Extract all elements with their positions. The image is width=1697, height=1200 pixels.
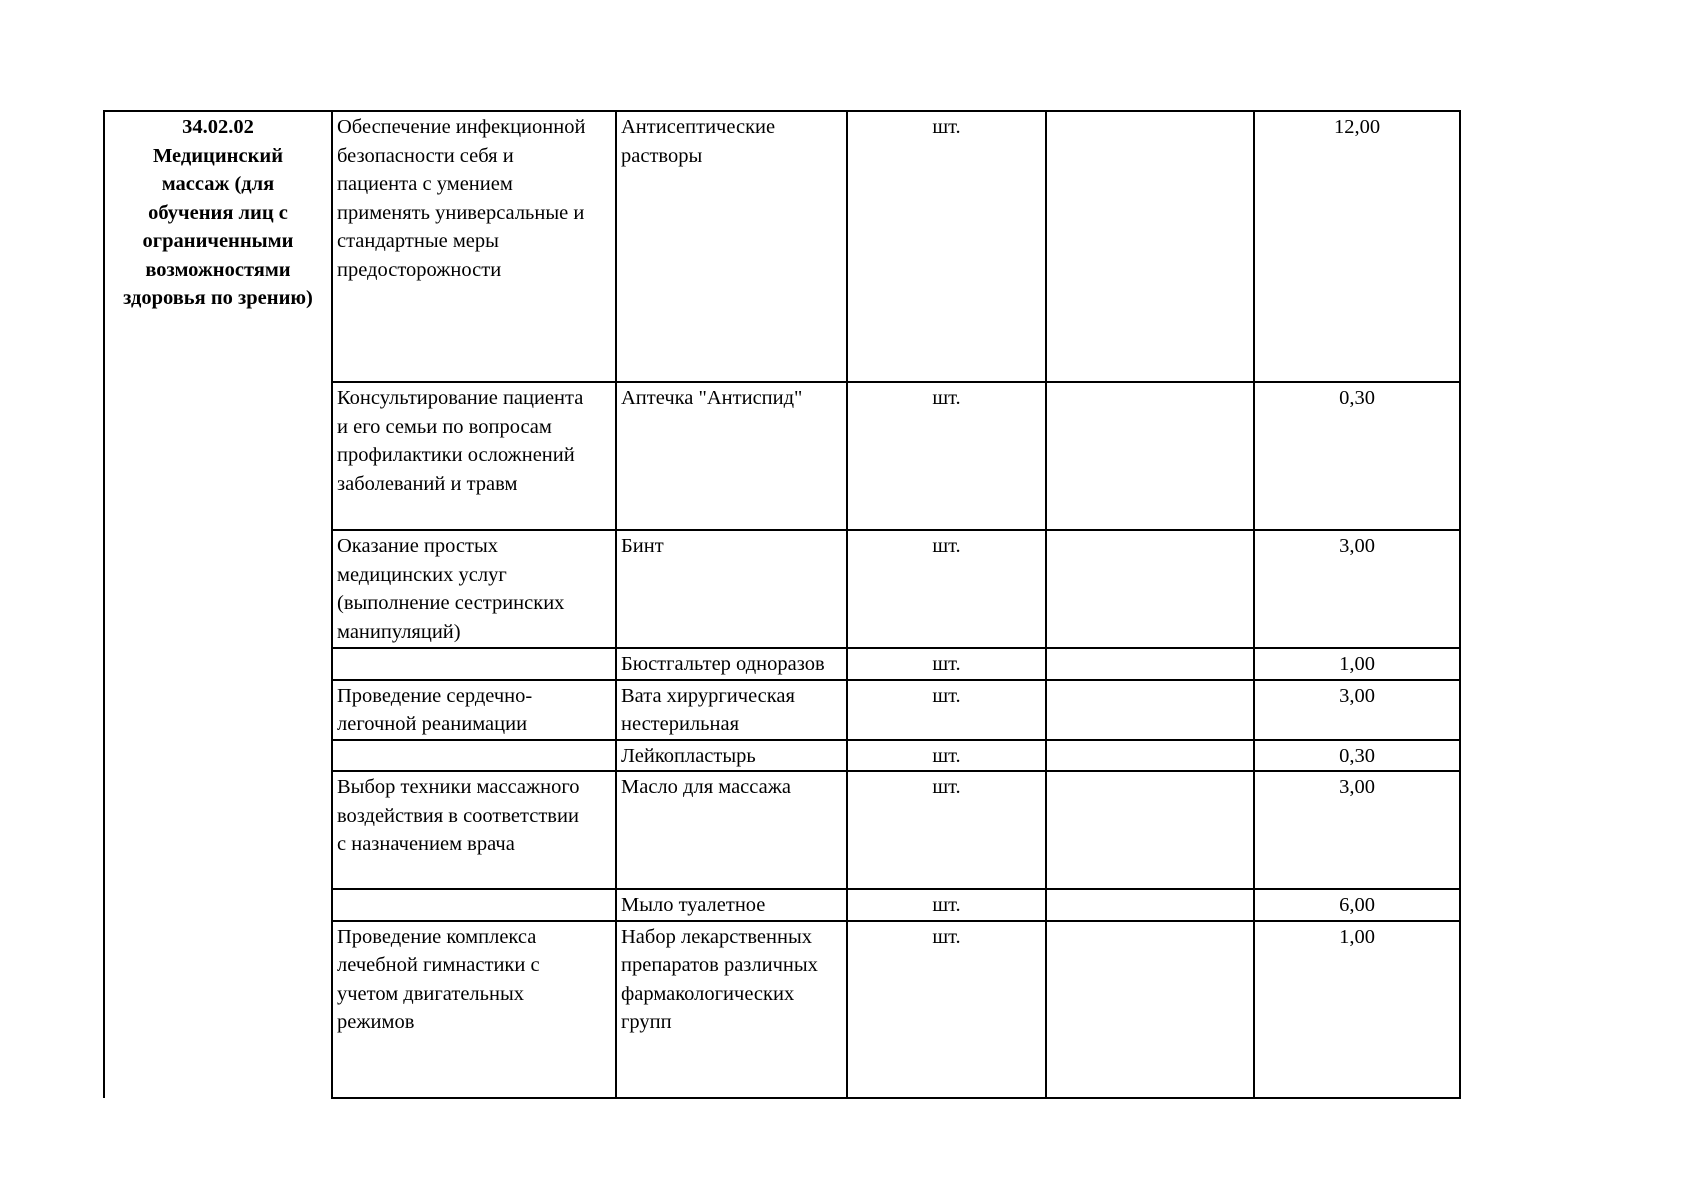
activity-cell: Обеспечение инфекционной безопасности себя и пациента с умением применять универсальные и стандартные меры предосторожности bbox=[332, 111, 616, 382]
specialty-line: возможностями bbox=[145, 258, 291, 281]
specialty-line: 34.02.02 bbox=[182, 116, 254, 138]
activity-cell: Проведение сердечно- легочной реанимации bbox=[332, 680, 616, 740]
quantity-cell: 1,00 bbox=[1254, 648, 1460, 680]
materials-table bbox=[103, 110, 1461, 1099]
activity-cell: Оказание простых медицинских услуг (выполнение сестринских манипуляций) bbox=[332, 530, 616, 648]
material-cell: Лейкопластырь bbox=[616, 740, 847, 772]
quantity-cell: 12,00 bbox=[1254, 111, 1460, 382]
unit-cell: шт. bbox=[847, 648, 1046, 680]
table-row bbox=[104, 111, 1460, 382]
extra-cell bbox=[1046, 921, 1254, 1098]
quantity-cell: 6,00 bbox=[1254, 889, 1460, 921]
material-cell: Масло для массажа bbox=[616, 771, 847, 889]
material-cell: Мыло туалетное bbox=[616, 889, 847, 921]
material-cell: Антисептические растворы bbox=[616, 111, 847, 382]
activity-cell bbox=[332, 740, 616, 772]
material-cell: Набор лекарственных препаратов различных фармакологических групп bbox=[616, 921, 847, 1098]
extra-cell bbox=[1046, 889, 1254, 921]
material-cell: Бюстгальтер одноразов bbox=[616, 648, 847, 680]
unit-cell: шт. bbox=[847, 740, 1046, 772]
quantity-cell: 0,30 bbox=[1254, 382, 1460, 530]
activity-cell: Выбор техники массажного воздействия в соответствии с назначением врача bbox=[332, 771, 616, 889]
unit-cell: шт. bbox=[847, 382, 1046, 530]
unit-cell: шт. bbox=[847, 680, 1046, 740]
material-cell: Аптечка "Антиспид" bbox=[616, 382, 847, 530]
materials-table-sheet bbox=[103, 110, 1461, 1099]
activity-cell bbox=[332, 648, 616, 680]
extra-cell bbox=[1046, 382, 1254, 530]
material-cell: Вата хирургическая нестерильная bbox=[616, 680, 847, 740]
unit-cell: шт. bbox=[847, 530, 1046, 648]
quantity-cell: 3,00 bbox=[1254, 530, 1460, 648]
specialty-line: Медицинский bbox=[152, 144, 284, 167]
quantity-cell: 0,30 bbox=[1254, 740, 1460, 772]
material-cell: Бинт bbox=[616, 530, 847, 648]
extra-cell bbox=[1046, 111, 1254, 382]
extra-cell bbox=[1046, 680, 1254, 740]
quantity-cell: 1,00 bbox=[1254, 921, 1460, 1098]
specialty-line: ограниченными bbox=[142, 230, 294, 252]
activity-cell bbox=[332, 889, 616, 921]
activity-cell: Консультирование пациента и его семьи по вопросам профилактики осложнений заболеваний и травм bbox=[332, 382, 616, 530]
extra-cell bbox=[1046, 530, 1254, 648]
quantity-cell: 3,00 bbox=[1254, 680, 1460, 740]
unit-cell: шт. bbox=[847, 771, 1046, 889]
activity-cell: Проведение комплекса лечебной гимнастики с учетом двигательных режимов bbox=[332, 921, 616, 1098]
unit-cell: шт. bbox=[847, 111, 1046, 382]
extra-cell bbox=[1046, 740, 1254, 772]
specialty-line: обучения лиц с bbox=[148, 201, 288, 224]
unit-cell: шт. bbox=[847, 921, 1046, 1098]
unit-cell: шт. bbox=[847, 889, 1046, 921]
specialty-cell bbox=[104, 111, 332, 1098]
extra-cell bbox=[1046, 648, 1254, 680]
specialty-line: здоровья по зрению) bbox=[123, 287, 313, 309]
extra-cell bbox=[1046, 771, 1254, 889]
quantity-cell: 3,00 bbox=[1254, 771, 1460, 889]
specialty-line: массаж (для bbox=[161, 173, 275, 195]
